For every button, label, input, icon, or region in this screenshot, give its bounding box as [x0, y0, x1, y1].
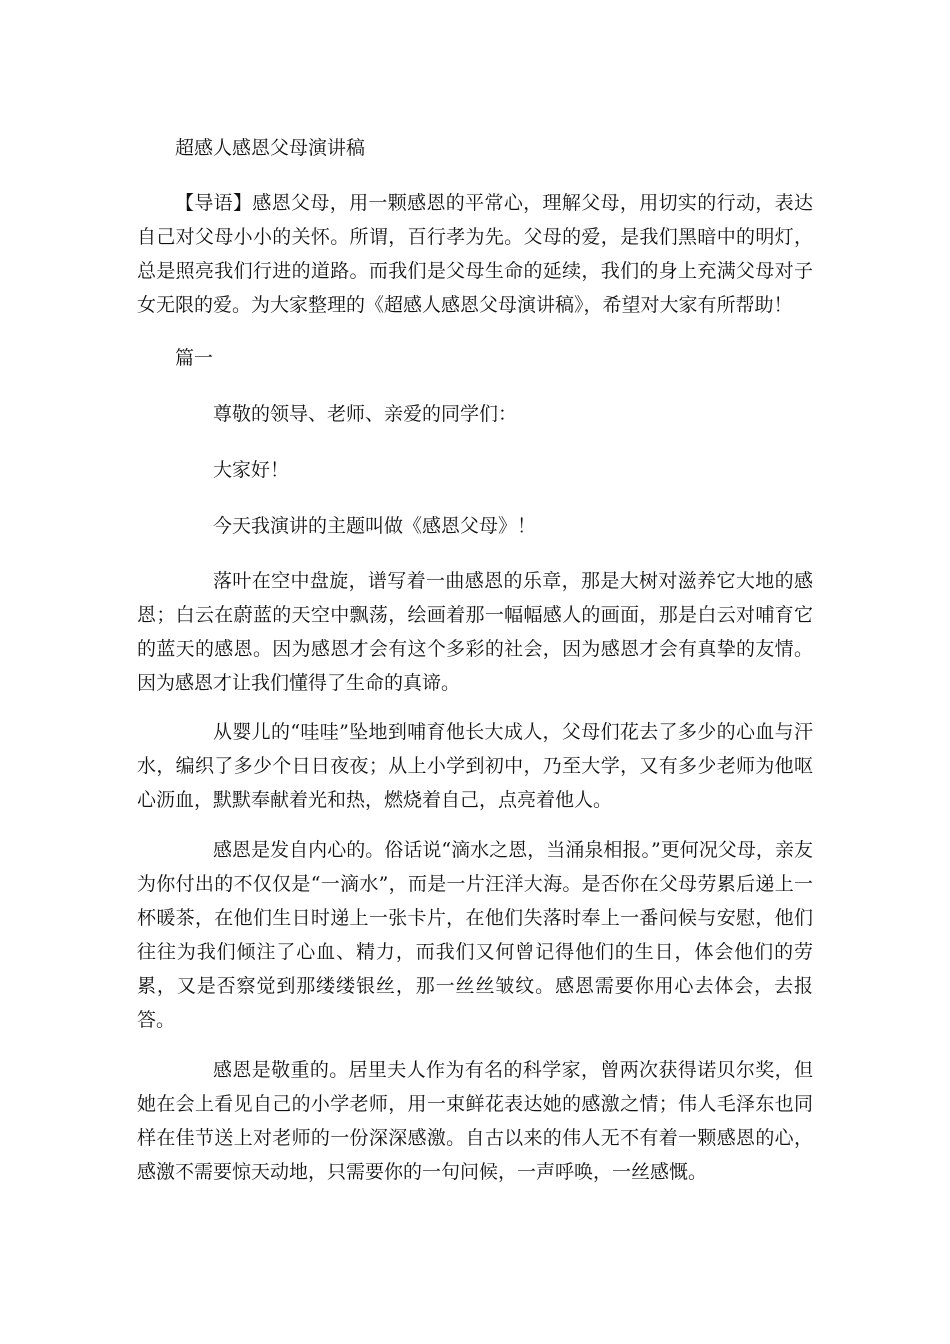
- document-title: 超感人感恩父母演讲稿: [175, 137, 366, 159]
- speech-topic: 今天我演讲的主题叫做《感恩父母》！: [213, 515, 537, 537]
- body-paragraph-1: 落叶在空中盘旋，谱写着一曲感恩的乐章，那是大树对滋养它大地的感恩；白云在蔚蓝的天空中飘荡，绘画着那一幅幅感人的画面，那是白云对哺育它的蓝天的感恩。因为感恩才会有这个多彩的社会，因为感恩才会有真挚的友情。因为感恩才让我们懂得了生命的真谛。: [137, 570, 813, 694]
- body-paragraph-2: 从婴儿的“哇哇”坠地到哺育他长大成人，父母们花去了多少的心血与汗水，编织了多少个日日夜夜；从上小学到初中，乃至大学，又有多少老师为他呕心沥血，默默奉献着光和热，燃烧着自己，点亮着他人。: [137, 721, 813, 811]
- section-label: 篇一: [175, 347, 214, 369]
- intro-paragraph: 【导语】感恩父母，用一颗感恩的平常心，理解父母，用切实的行动，表达自己对父母小小的关怀。所谓，百行孝为先。父母的爱，是我们黑暗中的明灯，总是照亮我们行进的道路。而我们是父母生命的延续，我们的身上充满父母对子女无限的爱。为大家整理的《超感人感恩父母演讲稿》，希望对大家有所帮助！: [137, 192, 813, 316]
- body-paragraph-4: 感恩是敬重的。居里夫人作为有名的科学家，曾两次获得诺贝尔奖，但她在会上看见自己的小学老师，用一束鲜花表达她的感激之情；伟人毛泽东也同样在佳节送上对老师的一份深深感激。自古以来的伟人无不有着一颗感恩的心，感激不需要惊天动地，只需要你的一句问候，一声呼唤，一丝感慨。: [137, 1059, 813, 1183]
- body-paragraph-3: 感恩是发自内心的。俗话说“滴水之恩，当涌泉相报。”更何况父母，亲友为你付出的不仅仅是“一滴水”，而是一片汪洋大海。是否你在父母劳累后递上一杯暖茶，在他们生日时递上一张卡片，在他们失落时奉上一番问候与安慰，他们往往为我们倾注了心血、精力，而我们又何曾记得他们的生日，体会他们的劳累，又是否察觉到那缕缕银丝，那一丝丝皱纹。感恩需要你用心去体会，去报答。: [137, 839, 813, 1031]
- salutation: 尊敬的领导、老师、亲爱的同学们：: [213, 403, 518, 425]
- greeting: 大家好！: [213, 459, 290, 481]
